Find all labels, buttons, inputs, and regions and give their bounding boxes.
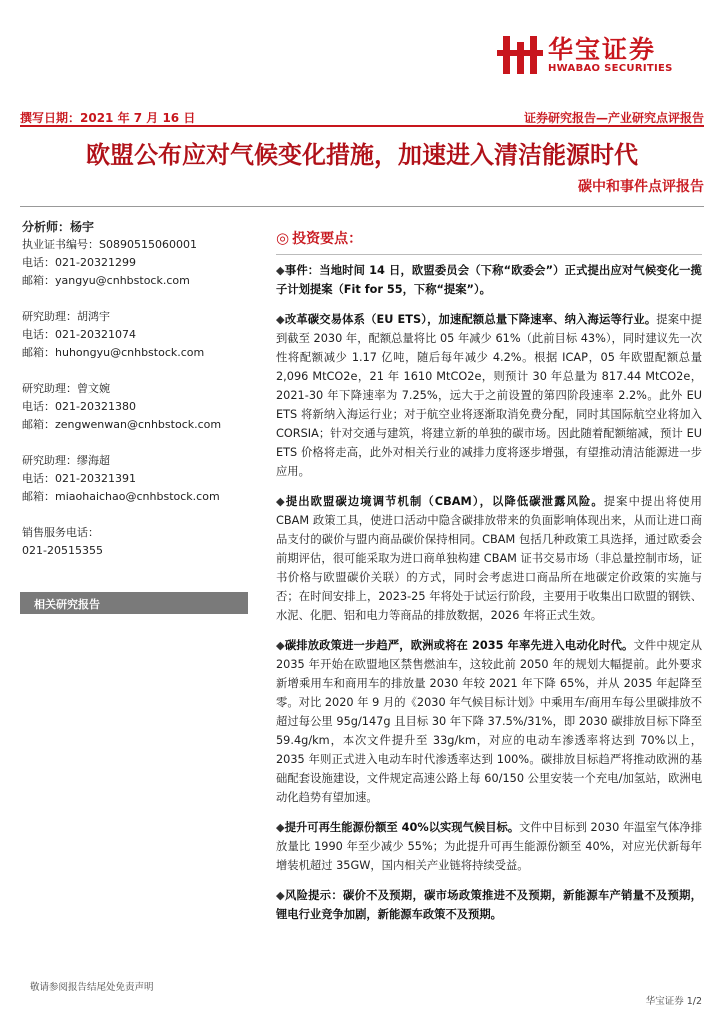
highlight-point: [276, 886, 702, 924]
related-reports-label: 相关研究报告: [34, 598, 100, 611]
point-lead: 事件：当地时间 14 日，欧盟委员会（下称“欧委会”）正式提出应对气候变化一揽子计划提案（Fit for 55，下称“提案”）。: [276, 264, 702, 296]
lead-email[interactable]: 邮箱：yangyu@cnhbstock.com: [22, 274, 190, 287]
page-number: 华宝证券 1/2: [645, 996, 702, 1007]
report-type: 证券研究报告—产业研究点评报告: [523, 111, 704, 125]
point-body: 文件中规定从 2035 年开始在欧盟地区禁售燃油车，这较此前 2050 年的规划大幅提前。此外要求新增乘用车和商用车的排放量 2030 年较 2021 年下降 65%，并从 2035 年起降至零。对比 2020 年 9 月的《2030 年气候目标计划》中乘用车/商用车每公里碳排放不超过每公里 95g/147g 且目标 30 年下降 37.5%/31%，即 2030 碳排放目标下降至 59.4g/km，本次文件提升至 33g/km，对应的电动车渗透率将达到 70%以上，2035 年则正式进入电动车时代渗透率达到 100%。碳排放目标趋严将推动欧洲的基础配套设施建设，文件规定高速公路上每 60/150 公里安装一个充电/加氢站，欧洲电动化趋势有望加速。: [276, 639, 702, 804]
highlights-divider: [276, 254, 702, 255]
lead-phone: 电话：021-20321299: [22, 256, 136, 269]
sales-phone: 021-20515355: [22, 544, 103, 557]
assistant-phone: 电话：021-20321391: [22, 472, 136, 485]
point-lead: 提升可再生能源份额至 40%以实现气候目标。: [284, 821, 520, 834]
brand-name-cn: 华宝证券: [548, 35, 657, 64]
point-lead: 风险提示：碳价不及预期，碳市场政策推进不及预期，新能源车产销量不及预期，锂电行业竞争加剧，新能源车政策不及预期。: [276, 889, 702, 921]
lead-analyst: 分析师：杨宇: [22, 220, 95, 234]
highlight-point: [276, 492, 702, 625]
highlight-point: [276, 310, 702, 481]
disclaimer-note: 敬请参阅报告结尾处免责声明: [30, 982, 154, 993]
analyst-sidebar: [22, 218, 252, 560]
brand-name-en: HWABAO SECURITIES: [548, 63, 673, 74]
point-lead: 提出欧盟碳边境调节机制（CBAM），以降低碳泄露风险。: [285, 495, 604, 508]
page-subtitle: 碳中和事件点评报告: [578, 179, 704, 195]
target-icon: ◎: [276, 229, 290, 247]
assistant-name: 研究助理：曾文婉: [22, 382, 110, 395]
report-date: 撰写日期：2021 年 7 月 16 日: [20, 111, 196, 125]
point-body: 文件中目标到 2030 年温室气体净排放量比 1990 年至少减少 55%；为此提升可再生能源份额至 40%，对应光伏新每年增装机超过 35GW，国内相关产业链将持续受益。: [276, 821, 702, 872]
highlights-heading: [276, 228, 702, 248]
hwabao-logo-icon: [497, 32, 543, 78]
cert-number: 执业证书编号：S0890515060001: [22, 238, 197, 251]
header-rule: [20, 125, 704, 127]
point-body: 提案中提到截至 2030 年，配额总量将比 05 年减少 61%（此前目标 43%），同时建议先一次性将配额减少 1.17 亿吨，随后每年减少 4.2%。根据 ICAP，05 年欧盟配额总量 2,096 MtCO2e，21 年 1610 MtCO2e，则预计 30 年总量为 817.44 MtCO2e，2021-30 年下降速率为 7.25%，远大于之前设置的第四阶段速率 2.2%。此外 EU ETS 将新纳入海运行业；对于航空业将逐渐取消免费分配，同时其国际航空业将加入 CORSIA；针对交通与建筑，将建立新的单独的碳市场。因此随着配额缩减，预计 EU ETS 价格将走高，此外对相关行业的减排力度将逐步增强，有望推动清洁能源进一步应用。: [276, 313, 702, 478]
diamond-bullet-icon: ◆: [276, 889, 285, 902]
assistant-email[interactable]: 邮箱：miaohaichao@cnhbstock.com: [22, 490, 220, 503]
sales-label: 销售服务电话：: [22, 526, 99, 539]
diamond-bullet-icon: ◆: [276, 264, 285, 277]
assistant-name: 研究助理：胡鸿宇: [22, 310, 110, 323]
highlight-point: [276, 818, 702, 875]
highlight-point: [276, 636, 702, 807]
assistant-phone: 电话：021-20321074: [22, 328, 136, 341]
assistant-phone: 电话：021-20321380: [22, 400, 136, 413]
point-lead: 碳排放政策进一步趋严，欧洲或将在 2035 年率先进入电动化时代。: [284, 639, 634, 652]
title-divider: [20, 206, 704, 207]
assistant-email[interactable]: 邮箱：huhongyu@cnhbstock.com: [22, 346, 205, 359]
diamond-bullet-icon: ◆: [276, 313, 285, 326]
diamond-bullet-icon: ◆: [276, 821, 285, 834]
highlights-title: 投资要点：: [292, 231, 363, 247]
point-lead: 改革碳交易体系（EU ETS），加速配额总量下降速率、纳入海运等行业。: [284, 313, 657, 326]
diamond-bullet-icon: ◆: [276, 639, 285, 652]
page-title: 欧盟公布应对气候变化措施，加速进入清洁能源时代: [86, 140, 638, 169]
assistant-name: 研究助理：缪海超: [22, 454, 110, 467]
highlight-point: [276, 261, 702, 299]
point-body: 提案中提出将使用 CBAM 政策工具，使进口活动中隐含碳排放带来的负面影响体现出来，从而让进口商品支付的碳价与盟内商品碳价保持相同。CBAM 包括几种政策工具选择，通过欧委会前期评估，很可能采取为进口商单独构建 CBAM 证书交易市场（非总量控制市场，证书价格与欧盟碳价关联）的方式，同时会考虑进口商品所在地碳定价政策的实施与否；在时间安排上，2023-25 年将处于试运行阶段，主要用于收集出口欧盟的钢铁、水泥、化肥、铝和电力等商品的排放数据，2026 年将正式生效。: [276, 495, 702, 622]
assistant-email[interactable]: 邮箱：zengwenwan@cnhbstock.com: [22, 418, 222, 431]
diamond-bullet-icon: ◆: [276, 495, 286, 508]
investment-highlights: [276, 228, 702, 935]
